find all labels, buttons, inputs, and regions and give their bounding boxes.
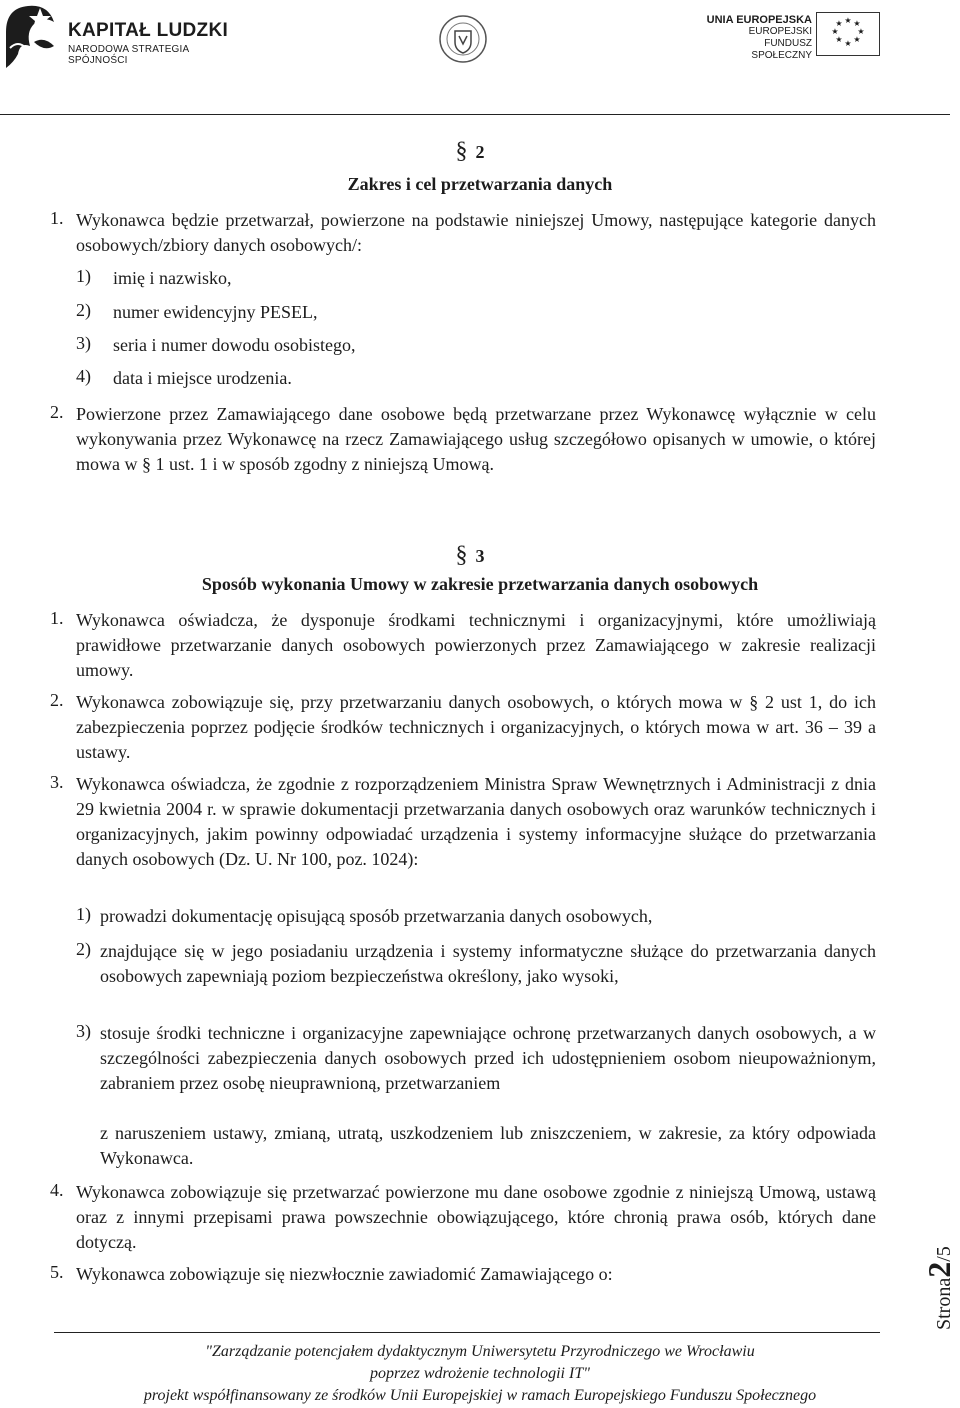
s3-p1-number: 1. <box>50 608 64 628</box>
s3-sublist-item-3a: stosuje środki techniczne i organizacyjne zapewniające ochronę przetwarzanych danych osobowych, a w szczególności zabezpieczenia danych osobowych przed ich udostępnieniem osobom nieupoważnionym, zabraniem przez osobę nieuprawnioną, przetwarzaniem <box>100 1023 876 1093</box>
page-number <box>921 1230 960 1330</box>
page-header <box>0 0 960 118</box>
s2-list-item-1: imię i nazwisko, <box>113 268 232 288</box>
section-2-title: Zakres i cel przetwarzania danych <box>347 174 613 194</box>
footer-line-3: projekt współfinansowany ze środków Unii Europejskiej w ramach Europejskiego Funduszu Społecznego <box>143 1387 817 1404</box>
section-symbol: § <box>455 138 468 164</box>
section-3-number <box>440 542 500 569</box>
eu-line2: EUROPEJSKI <box>748 26 812 37</box>
page-footer <box>0 1341 960 1407</box>
kapital-ludzki-logo <box>4 2 234 72</box>
svg-text:★: ★ <box>853 19 861 28</box>
svg-text:★: ★ <box>844 16 852 25</box>
s2-p2-number: 2. <box>50 402 64 422</box>
section-2-number <box>440 138 500 165</box>
s2-list-num-2: 2) <box>76 300 91 320</box>
svg-text:★: ★ <box>831 27 839 36</box>
eu-flag-icon <box>816 12 880 56</box>
s3-p5-text: Wykonawca zobowiązuje się niezwłocznie zawiadomić Zamawiającego o: <box>76 1264 613 1284</box>
s3-p4-number: 4. <box>50 1180 64 1200</box>
page-label-text: Strona <box>933 1277 955 1330</box>
university-seal-icon <box>438 14 488 64</box>
s3-p3-number: 3. <box>50 772 64 792</box>
section-symbol: § <box>455 542 468 568</box>
s3-sublist-item-3b: z naruszeniem ustawy, zmianą, utratą, uszkodzeniem lub zniszczeniem, w zakresie, za który odpowiada Wykonawca. <box>100 1123 876 1168</box>
footer-line-1: "Zarządzanie potencjałem dydaktycznym Uniwersytetu Przyrodniczego we Wrocławiu <box>205 1343 755 1360</box>
s2-p2-text: Powierzone przez Zamawiającego dane osobowe będą przetwarzane przez Wykonawcę wyłącznie w celu wykonywania przez Wykonawcę na rzecz Zamawiającego usług szczegółowo opisanych w umowie, o której mowa w § 1 ust. 1 i w sposób zgodny z niniejszą Umową. <box>76 404 876 474</box>
s2-p1-text: Wykonawca będzie przetwarzał, powierzone na podstawie niniejszej Umowy, następujące kategorie danych osobowych/zbiory danych osobowych/: <box>76 210 876 255</box>
eu-logo-text <box>702 14 812 62</box>
header-divider <box>0 114 950 115</box>
s3-p1-text: Wykonawca oświadcza, że dysponuje środkami technicznymi i organizacyjnymi, które umożliwiają prawidłowe przetwarzanie danych osobowych powierzonych przez Zamawiającego w zakresie realizacji umowy. <box>76 610 876 680</box>
eu-line3: FUNDUSZ SPOŁECZNY <box>751 38 812 61</box>
s2-list-item-3: seria i numer dowodu osobistego, <box>113 335 356 355</box>
s3-p5-number: 5. <box>50 1262 64 1282</box>
s3-sublist-item-1: prowadzi dokumentację opisującą sposób przetwarzania danych osobowych, <box>100 906 653 926</box>
section-3-number-value: 3 <box>475 546 485 566</box>
svg-text:★: ★ <box>844 39 852 48</box>
eu-logo <box>700 12 890 62</box>
s2-list-num-1: 1) <box>76 266 91 286</box>
kapital-ludzki-subtitle: NARODOWA STRATEGIA SPÓJNOŚCI <box>68 44 189 66</box>
s2-p1-number: 1. <box>50 208 64 228</box>
page-current: 2 <box>921 1261 957 1278</box>
svg-text:★: ★ <box>835 35 843 44</box>
kapital-ludzki-title: KAPITAŁ LUDZKI <box>68 20 229 41</box>
svg-text:★: ★ <box>835 19 843 28</box>
s2-list-num-3: 3) <box>76 333 91 353</box>
s3-p3-text: Wykonawca oświadcza, że zgodnie z rozporządzeniem Ministra Spraw Wewnętrznych i Administracji z dnia 29 kwietnia 2004 r. w sprawie dokumentacji przetwarzania danych osobowych oraz warunków technicznych i organizacyjnych, jakim powinny odpowiadać urządzenia i systemy informacyjne służące do przetwarzania danych osobowych (Dz. U. Nr 100, poz. 1024): <box>76 774 876 869</box>
section-3-title: Sposób wykonania Umowy w zakresie przetwarzania danych osobowych <box>201 574 759 594</box>
page-total: /5 <box>933 1246 955 1262</box>
s2-list-num-4: 4) <box>76 366 91 386</box>
footer-line-2: poprzez wdrożenie technologii IT" <box>370 1365 590 1382</box>
eu-line1: UNIA EUROPEJSKA <box>706 14 812 26</box>
s2-list-item-4: data i miejsce urodzenia. <box>113 368 292 388</box>
section-2-number-value: 2 <box>475 142 485 162</box>
s3-sublist-item-2: znajdujące się w jego posiadaniu urządzenia i systemy informatyczne służące do przetwarzania danych osobowych zapewniają poziom bezpieczeństwa określony, jako wysoki, <box>100 941 876 986</box>
kapital-ludzki-emblem-icon <box>4 2 60 70</box>
s3-sublist-num-3: 3) <box>76 1021 91 1041</box>
s3-p2-number: 2. <box>50 690 64 710</box>
s3-sublist-num-1: 1) <box>76 904 91 924</box>
svg-text:★: ★ <box>853 35 861 44</box>
svg-text:★: ★ <box>857 27 865 36</box>
footer-divider <box>54 1332 880 1333</box>
s3-p4-text: Wykonawca zobowiązuje się przetwarzać powierzone mu dane osobowe zgodnie z niniejszą Umową, ustawą oraz z innymi przepisami prawa powszechnie obowiązującego, które chronią prawa osób, których dane dotyczą. <box>76 1182 876 1252</box>
s3-sublist-num-2: 2) <box>76 939 91 959</box>
s2-list-item-2: numer ewidencyjny PESEL, <box>113 302 318 322</box>
s3-p2-text: Wykonawca zobowiązuje się, przy przetwarzaniu danych osobowych, o których mowa w § 2 ust 1, do ich zabezpieczenia poprzez podjęcie środków technicznych i organizacyjnych, o których mowa w art. 36 – 39 a ustawy. <box>76 692 876 762</box>
